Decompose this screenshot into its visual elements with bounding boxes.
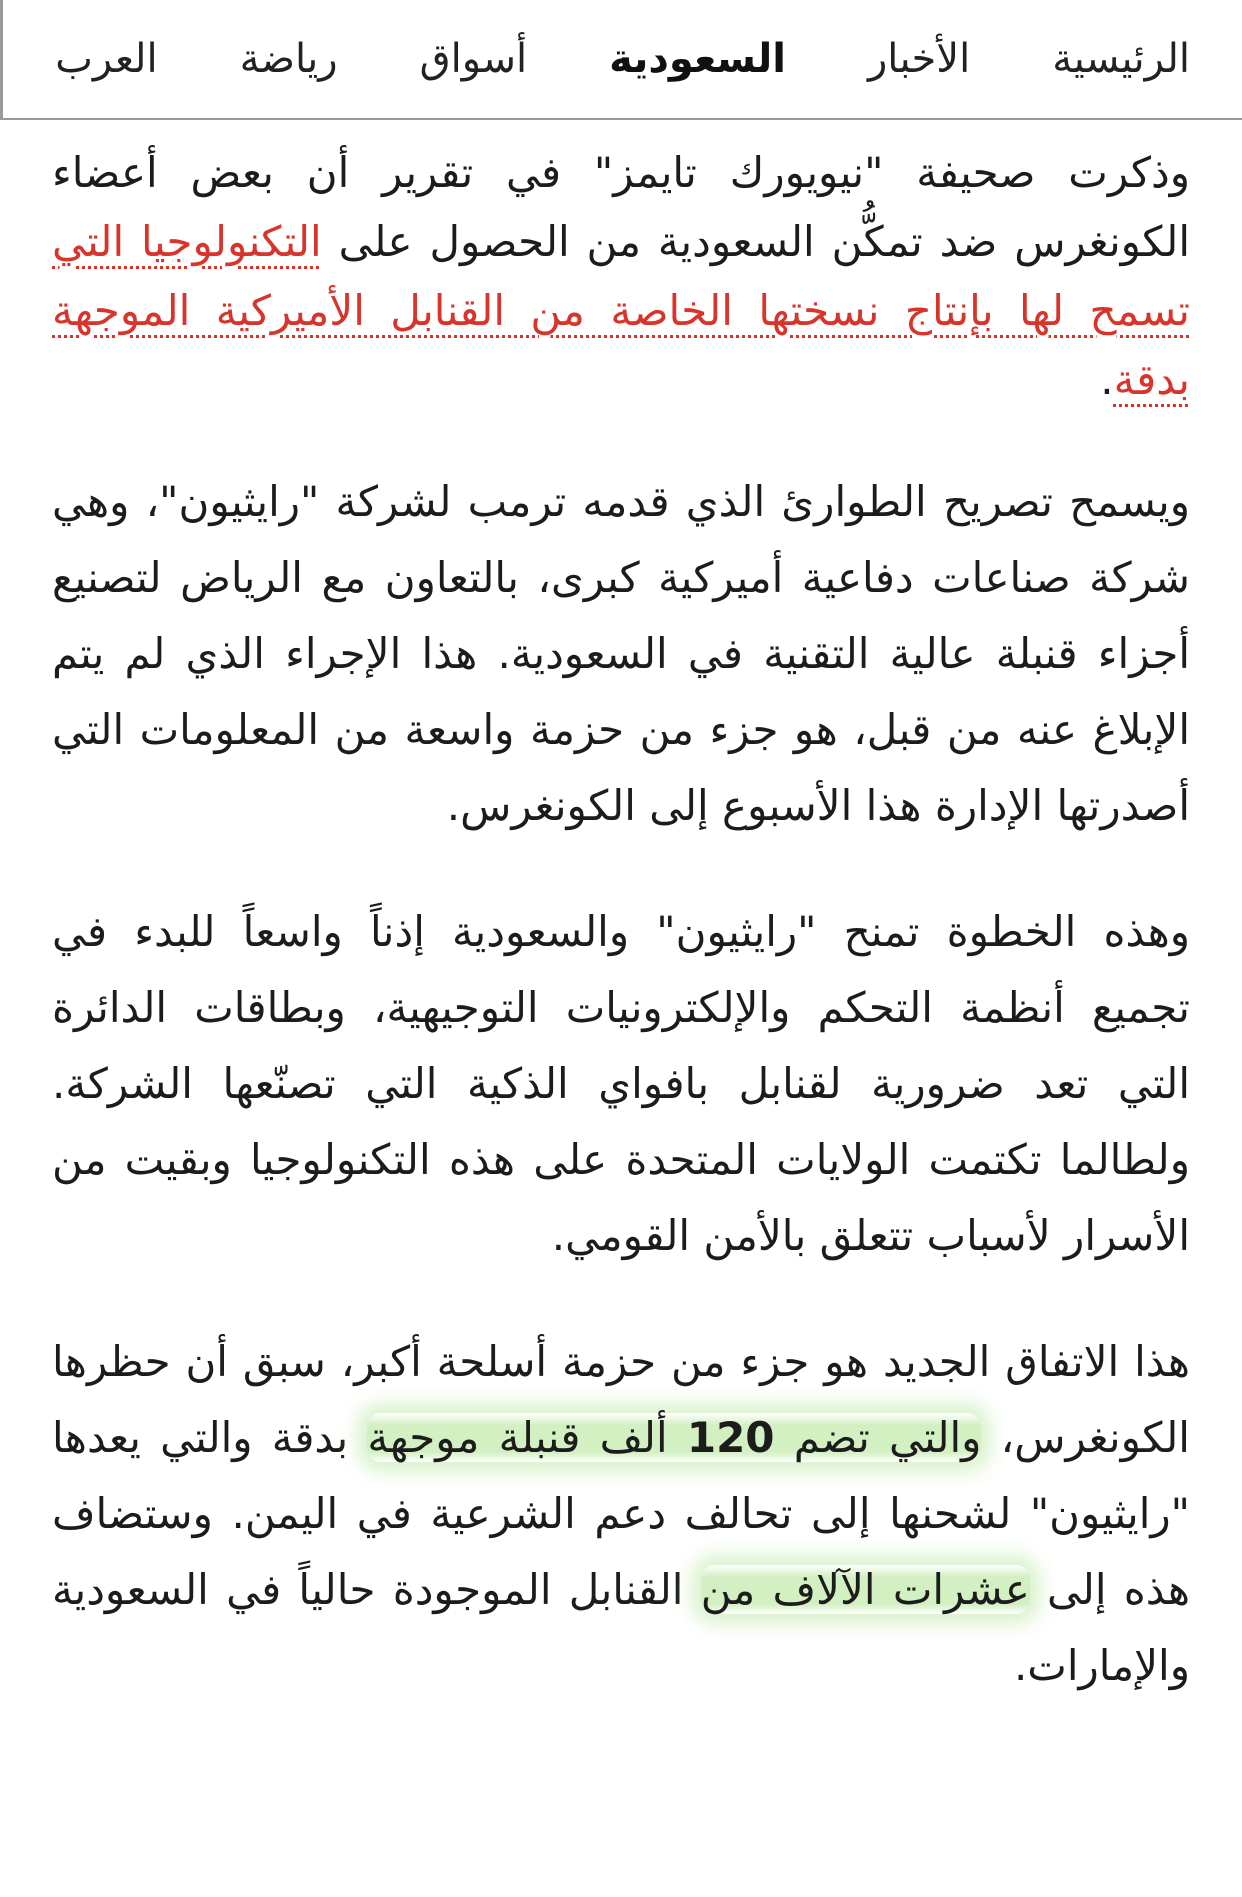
nav-item-saudi[interactable]: السعودية <box>609 36 786 82</box>
paragraph-1-end: . <box>1100 355 1114 404</box>
highlight-120k-bombs <box>367 1413 981 1462</box>
paragraph-3: وهذه الخطوة تمنح "رايثيون" والسعودية إذناً واسعاً للبدء في تجميع أنظمة التحكم والإلكترونيات التوجيهية، وبطاقات الدائرة التي تعد ضرورية لقنابل بافواي الذكية التي تصنّعها الشركة. ولطالما تكتمت الولايات المتحدة على هذه التكنولوجيا وبقيت من الأسرار لأسباب تتعلق بالأمن القومي. <box>52 907 1190 1260</box>
nav-item-arab[interactable]: العرب <box>55 36 158 82</box>
nav-item-news[interactable]: الأخبار <box>867 36 971 82</box>
highlight-tens-of-thousands: عشرات الآلاف من <box>700 1565 1030 1614</box>
paragraph-4 <box>52 1324 1190 1704</box>
nav-list <box>3 0 1242 118</box>
paragraph-4-text-b: بدقة والتي يعدها "رايثيون" لشحنها إلى تحالف دعم الشرعية في اليمن. وستضاف هذه إلى <box>52 1413 1190 1614</box>
paragraph-4-text-c: القنابل الموجودة حالياً في السعودية والإمارات. <box>52 1565 1190 1690</box>
nav-item-home[interactable]: الرئيسية <box>1052 36 1190 82</box>
top-navigation-bar <box>0 0 1242 120</box>
article-body <box>52 138 1190 1754</box>
highlight-1-text-b: ألف قنبلة موجهة <box>367 1413 687 1462</box>
article-link[interactable]: التكنولوجيا التي تسمح لها بإنتاج نسختها الخاصة من القنابل الأميركية الموجهة بدقة <box>52 217 1190 404</box>
paragraph-4-text-a: هذا الاتفاق الجديد هو جزء من حزمة أسلحة أكبر، سبق أن حظرها الكونغرس، <box>52 1337 1190 1462</box>
paragraph-1 <box>52 138 1190 414</box>
bomb-count: 120 <box>686 1413 775 1462</box>
nav-item-markets[interactable]: أسواق <box>419 36 528 82</box>
highlight-1-text-a: والتي تضم <box>774 1413 982 1462</box>
paragraph-1-text: وذكرت صحيفة "نيويورك تايمز" في تقرير أن بعض أعضاء الكونغرس ضد تمكُّن السعودية من الحصول على <box>52 148 1190 266</box>
paragraph-2: ويسمح تصريح الطوارئ الذي قدمه ترمب لشركة "رايثيون"، وهي شركة صناعات دفاعية أميركية كبرى، بالتعاون مع الرياض لتصنيع أجزاء قنبلة عالية التقنية في السعودية. هذا الإجراء الذي لم يتم الإبلاغ عنه من قبل، هو جزء من حزمة واسعة من المعلومات التي أصدرتها الإدارة هذا الأسبوع إلى الكونغرس. <box>52 477 1190 830</box>
nav-item-sports[interactable]: رياضة <box>239 36 338 82</box>
